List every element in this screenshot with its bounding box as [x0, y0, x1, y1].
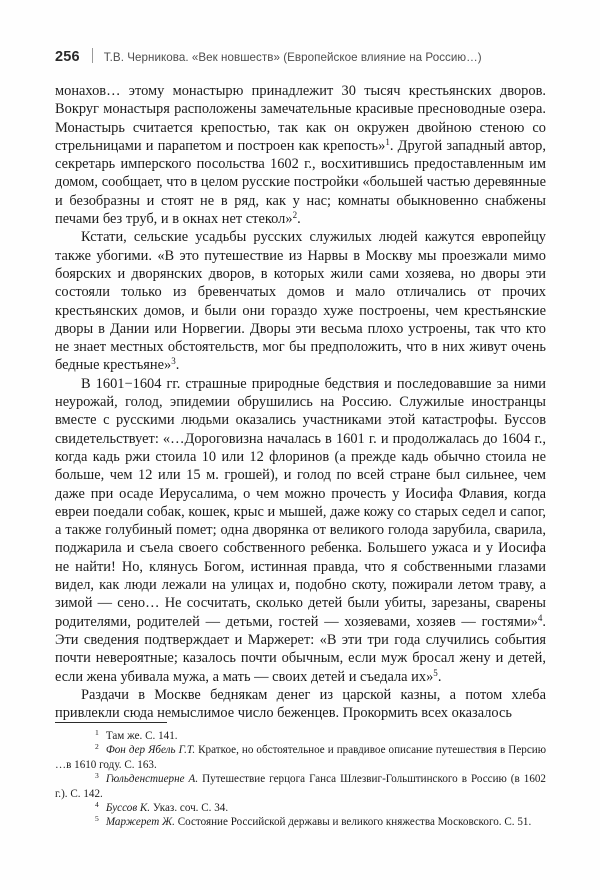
footnote-ref-3[interactable]: 3 — [171, 356, 176, 367]
footnote-number: 5 — [95, 813, 99, 823]
footnote-number: 4 — [95, 799, 99, 809]
running-title: Т.В. Черникова. «Век новшеств» (Европейское влияние на Россию…) — [103, 51, 482, 64]
header-divider — [92, 48, 93, 63]
footnote-1 — [55, 729, 546, 743]
footnote-number: 2 — [95, 741, 99, 751]
footnote-text: Состояние Российской державы и великого княжества Московского. С. 51. — [174, 816, 532, 829]
body-text — [55, 82, 546, 722]
page-number: 256 — [55, 49, 80, 65]
footnote-text: Путешествие герцога Ганса Шлезвиг-Гольштинского в Россию (в 1602 г.). С. 142. — [55, 773, 546, 800]
footnote-number: 3 — [95, 770, 99, 780]
footnote-5 — [55, 815, 546, 829]
footnote-2 — [55, 743, 546, 772]
footnote-ref-5[interactable]: 5 — [433, 667, 438, 678]
footnote-author: Буссов К. — [105, 802, 151, 815]
paragraph-4: Раздачи в Москве беднякам денег из царской казны, а потом хлеба привлекли сюда немыслимое число беженцев. Прокормить всех оказалось — [55, 686, 546, 722]
footnote-text: Указ. соч. С. 34. — [150, 802, 229, 815]
footnote-number: 1 — [95, 727, 99, 737]
footnote-ref-2[interactable]: 2 — [292, 210, 298, 221]
footnote-ref-4[interactable]: 4 — [537, 612, 543, 623]
footnote-author: Гюльденстиерне А. — [105, 773, 199, 786]
paragraph-3: В 1601−1604 гг. страшные природные бедствия и последовавшие за ними неурожай, голод, эпидемии обрушились на Россию. Служилые иностранцы вместе с русскими людьми оказались участниками этой катастрофы. Буссов свидетельствует: «…Дороговизна началась в 1601 г. и продолжалась до 1604 г., когда кадь ржи стоила 10 или 12 флоринов (а прежде кадь обычно стоила не больше, чем 12 или 15 м. грошей), и голод по всей стране был сильнее, чем даже при осаде Иерусалима, о чем можно прочесть у Иосифа Флавия, когда евреи поедали собак, кошек, крыс и мышей, даже кожу со старых седел и сапог, а также голубиный помет; одна дворянка от великого голода зарубила, сварила, поджарила и съела своего собственного ребенка. Большего ужаса и у Иосифа не найти! Но, клянусь Богом, истинная правда, что я собственными глазами видел, как люди лежали на улицах и, подобно скоту, пожирали летом траву, а зимой — сено… Не сосчитать, сколько детей были убиты, зарезаны, сварены родителями, родителей — детьми, гостей — хозяевами, хозяев — гостями»$^4$. Эти сведения подтверждает и Маржерет: «В эти три года случились события почти невероятные; казалось почти обычным, если муж бросал жену и детей, если жена убивала мужа, а мать — своих детей и съедала их»$^5$. — [55, 375, 546, 685]
paragraph-2: Кстати, сельские усадьбы русских служилых людей кажутся европейцу также убогими. «В это путешествие из Нарвы в Москву мы проезжали мимо боярских и дворянских дворов, в которых жили сами хозяева, но дворы эти состояли только из бревенчатых домов и мало отличались от прочих крестьянских домов, и были они гораздо хуже построены, чем крестьянские дворы в Дании или Норвегии. Дворы эти весьма плохо устроены, так что кто не знает местных обстоятельств, мог бы предположить, что в них живут очень бедные крестьяне»$^3$. — [55, 229, 546, 374]
footnote-text: Краткое, но обстоятельное и правдивое описание путешествия в Персию …в 1610 году. С. 163. — [55, 744, 546, 771]
footnote-author: Фон дер Ябель Г.Т. — [105, 744, 196, 757]
footnote-author: Маржерет Ж. — [105, 816, 175, 829]
footnote-3 — [55, 772, 546, 801]
footnote-separator-rule — [55, 722, 167, 723]
footnote-list — [55, 729, 546, 830]
paragraph-1: монахов… этому монастырю принадлежит 30 тысяч крестьянских дворов. Вокруг монастыря расположены замечательные красивые пресноводные озера. Монастырь считается крепостью, так как он окружен двойною стеною со стрельницами и парапетом и построен как крепость»$^1$. Другой западный автор, секретарь имперского посольства 1602 г., восхитившись предоставленным им домом, сообщает, что в целом русские постройки «большей частью деревянные и безобразны и стоят не в ряд, как у нас; комнаты обыкновенно снабжены печами без труб, и в окнах нет стекол»$^2$. — [55, 83, 546, 228]
footnote-ref-1[interactable]: 1 — [385, 136, 390, 147]
footnote-text: Там же. С. 141. — [105, 730, 178, 742]
running-head — [55, 46, 550, 65]
footnote-4 — [55, 801, 546, 815]
footnote-block — [55, 722, 546, 830]
